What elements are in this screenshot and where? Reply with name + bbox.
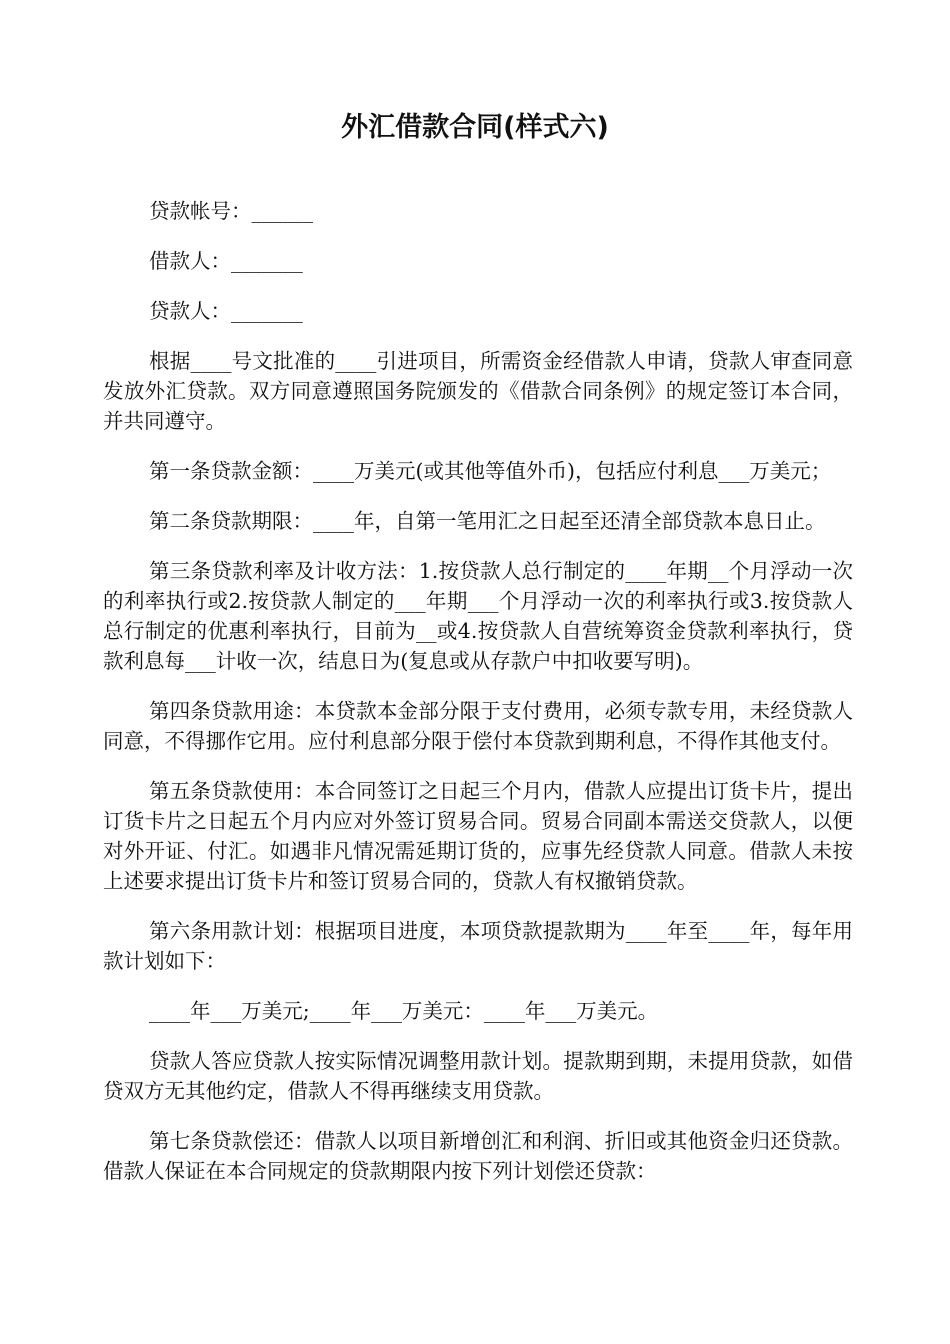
article-6-drawdown-plan: 第六条用款计划：根据项目进度，本项贷款提款期为____年至____年，每年用款计划如下： [103,919,853,973]
loan-account-line: 贷款帐号：______ [149,199,313,223]
lender-line: 贷款人：_______ [149,299,303,323]
article-7-repayment: 第七条贷款偿还：借款人以项目新增创汇和利润、折旧或其他资金归还贷款。借款人保证在本合同规定的贷款期限内按下列计划偿还贷款： [103,1129,853,1183]
borrower-line: 借款人：_______ [149,249,303,273]
plan-adjustment-paragraph: 贷款人答应贷款人按实际情况调整用款计划。提款期到期，未提用贷款，如借贷双方无其他约定，借款人不得再继续支用贷款。 [103,1049,853,1103]
article-1-loan-amount: 第一条贷款金额：____万美元(或其他等值外币)，包括应付利息___万美元； [149,459,832,483]
document-body [103,196,853,1206]
article-4-loan-purpose: 第四条贷款用途：本贷款本金部分限于支付费用，必须专款专用，未经贷款人同意，不得挪作它用。应付利息部分限于偿付本贷款到期利息，不得作其他支付。 [103,699,853,753]
preamble-paragraph: 根据____号文批准的____引进项目，所需资金经借款人申请，贷款人审查同意发放外汇贷款。双方同意遵照国务院颁发的《借款合同条例》的规定签订本合同，并共同遵守。 [103,349,853,433]
drawdown-schedule-line: ____年___万美元;____年___万美元：____年___万美元。 [149,999,659,1023]
document-title: 外汇借款合同(样式六) [341,112,609,143]
article-2-loan-term: 第二条贷款期限：____年，自第一笔用汇之日起至还清全部贷款本息日止。 [149,509,826,533]
article-3-interest-rate: 第三条贷款利率及计收方法：1.按贷款人总行制定的____年期__个月浮动一次的利率执行或2.按贷款人制定的___年期___个月浮动一次的利率执行或3.按贷款人总行制定的优惠利率执行，目前为__或4.按贷款人自营统筹资金贷款利率执行，贷款利息每___计收一次，结息日为(复息或从存款户中扣收要写明)。 [103,559,853,673]
article-5-loan-use: 第五条贷款使用：本合同签订之日起三个月内，借款人应提出订货卡片，提出订货卡片之日起五个月内应对外签订贸易合同。贸易合同副本需送交贷款人，以便对外开证、付汇。如遇非凡情况需延期订货的，应事先经贷款人同意。借款人未按上述要求提出订货卡片和签订贸易合同的，贷款人有权撤销贷款。 [103,779,853,893]
